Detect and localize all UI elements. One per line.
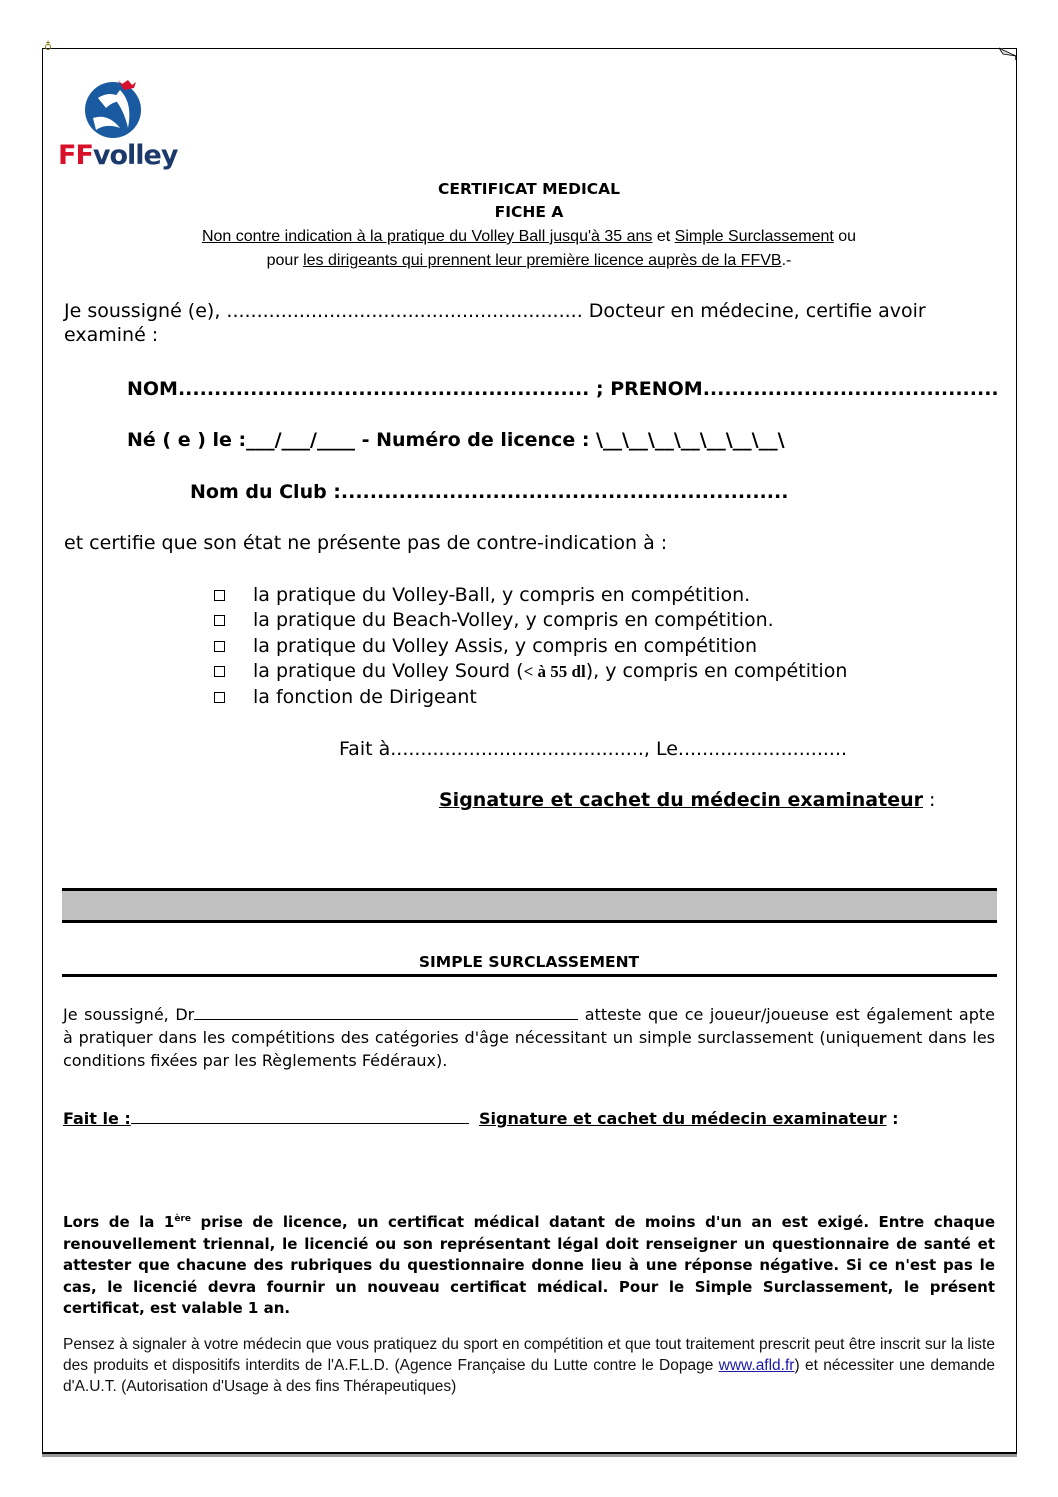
section-title-surclassement: SIMPLE SURCLASSEMENT — [418, 953, 640, 971]
purpose-dirigeants: les dirigeants qui prennent leur première licence auprès de la FFVB — [303, 252, 782, 269]
hearing-threshold: < à 55 dl — [523, 662, 586, 681]
checkbox[interactable] — [214, 666, 225, 677]
examined-label: examiné : — [64, 324, 159, 346]
purpose-line-1 — [0, 228, 1058, 246]
purpose-surclassement: Simple Surclassement — [674, 228, 834, 245]
doctor-name-blank[interactable] — [194, 1019, 578, 1020]
signature-text: Signature et cachet du médecin examinateur — [479, 1109, 887, 1128]
checkbox-item[interactable] — [214, 584, 750, 606]
checkbox-label: la pratique du Volley-Ball, y compris en compétition. — [253, 584, 751, 606]
checkbox-label: la pratique du Volley Sourd ( — [253, 660, 524, 682]
signature-colon: : — [886, 1109, 899, 1128]
checkbox-item[interactable] — [214, 635, 757, 657]
signature-colon: : — [922, 789, 936, 811]
purpose-or: ou — [833, 228, 857, 245]
purpose-conj: et — [652, 228, 675, 245]
separator-bottom — [62, 920, 997, 923]
purpose-line-2 — [0, 252, 1058, 270]
purpose-end: .- — [781, 252, 792, 269]
surclassement-body: atteste que ce joueur/joueuse est également apte à pratiquer dans les compétitions des catégories d'âge nécessitant un simple surclassement (uniquement dans les conditions fixées par les Règlements Fédéraux). — [63, 1005, 995, 1070]
signature-text: Signature et cachet du médecin examinateur — [439, 789, 923, 811]
notice-sup: ère — [174, 1214, 192, 1224]
checkbox-label-suffix: ), y compris en compétition — [585, 660, 848, 682]
surclassement-intro: Je soussigné, Dr — [63, 1005, 195, 1024]
checkbox-label: la fonction de Dirigeant — [253, 686, 477, 708]
checkbox[interactable] — [214, 692, 225, 703]
document-subtitle: FICHE A — [494, 203, 564, 221]
pin-icon: ♁ — [44, 40, 53, 53]
checkbox[interactable] — [214, 590, 225, 601]
fait-le-label: Fait le : — [63, 1109, 131, 1128]
club-field[interactable]: Nom du Club :.............................................................. — [190, 481, 789, 503]
document-title: CERTIFICAT MEDICAL — [438, 180, 620, 198]
section-rule — [62, 974, 997, 977]
brand-name — [58, 140, 177, 171]
doping-notice — [63, 1334, 995, 1397]
name-firstname-field[interactable]: NOM......................................................... ; PRENOM......................................... — [127, 378, 999, 400]
doping-text: Pensez à signaler à votre médecin que vous pratiquez du sport en compétition et que tout traitement prescrit peut être inscrit sur la liste des produits et dispositifs interdits de l'A.F.L.D. (Agence Française du Lutte contre le Dopage — [63, 1336, 995, 1374]
doping-text-rest: ) et nécessiter une demande d'A.U.T. (Autorisation d'Usage à des fins Thérapeutiques) — [63, 1357, 995, 1395]
notice-text-rest: prise de licence, un certificat médical datant de moins d'un an est exigé. Entre chaque renouvellement triennal, le licencié ou son représentant légal doit renseigner un questionnaire de santé et attester que chacune des rubriques du questionnaire donne lieu à une réponse négative. Si ce n'est pas le cas, le licencié devra fournir un nouveau certificat médical. Pour le Simple Surclassement, le présent certificat, est valable 1 an. — [63, 1213, 996, 1317]
notice-text: Lors de la 1 — [63, 1213, 175, 1231]
notice-paragraph — [63, 1209, 995, 1320]
checkbox-item[interactable] — [214, 660, 847, 682]
date-blank[interactable] — [131, 1123, 469, 1124]
checkbox[interactable] — [214, 615, 225, 626]
certify-statement: et certifie que son état ne présente pas de contre-indication à : — [64, 532, 668, 554]
checkbox-label: la pratique du Volley Assis, y compris en compétition — [253, 635, 758, 657]
page-corner-fold-icon — [999, 46, 1017, 60]
fait-le-field[interactable] — [63, 1109, 469, 1128]
surclassement-signature — [479, 1109, 899, 1128]
checkbox[interactable] — [214, 641, 225, 652]
doctor-field[interactable]: Je soussigné (e), ........................................................... Docteur en médecine, certifie avoir — [64, 300, 926, 322]
signature-label — [439, 789, 935, 811]
checkbox-item[interactable] — [214, 609, 774, 631]
checkbox-label: la pratique du Beach-Volley, y compris en compétition. — [253, 609, 774, 631]
purpose-pour: pour — [266, 252, 304, 269]
afld-link[interactable]: www.afld.fr — [718, 1357, 795, 1374]
brand-ff: FF — [58, 140, 93, 171]
surclassement-statement — [63, 1003, 995, 1072]
birth-licence-field[interactable]: Né ( e ) le :___/___/____ - Numéro de licence : \__\__\__\__\__\__\__\ — [127, 429, 785, 451]
brand-volley: volley — [92, 140, 178, 171]
purpose-age: Non contre indication à la pratique du Volley Ball jusqu'à 35 ans — [201, 228, 653, 245]
place-date-field[interactable]: Fait à.........................................., Le............................ — [339, 738, 848, 760]
checkbox-item[interactable] — [214, 686, 477, 708]
separator-band — [62, 891, 997, 920]
